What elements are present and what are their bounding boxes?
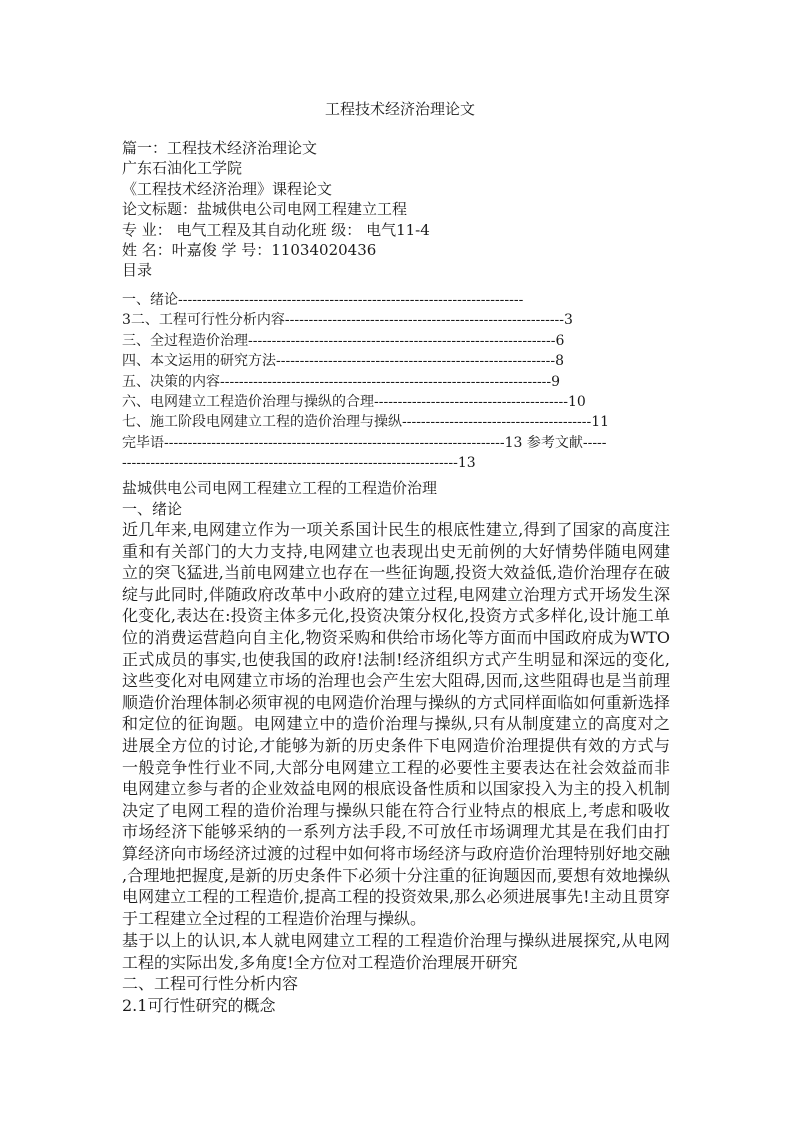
- paragraph-line: 这些变化对电网建立市场的治理也会产生宏大阻碍,因而,这些阻碍也是当前理: [122, 671, 670, 691]
- toc-entry: 四、本文运用的研究方法-----------------------------------------------------------8: [122, 353, 565, 370]
- header-info: [122, 138, 662, 281]
- paragraph-line: 位的消费运营趋向自主化,物资采购和供给市场化等方面而中国政府成为WTO: [122, 627, 670, 647]
- toc-heading: 目录: [122, 261, 153, 280]
- paragraph-summary: [122, 930, 670, 973]
- toc-entry: 三、全过程造价治理-----------------------------------------------------------------6: [122, 332, 565, 349]
- heading-feasibility: 二、工程可行性分析内容: [122, 974, 299, 993]
- paragraph-line: 和定位的征询题。电网建立中的造价治理与操纵,只有从制度建立的高度对之: [122, 714, 670, 734]
- paragraph-line: 决定了电网工程的造价治理与操纵只能在符合行业特点的根底上,考虑和吸收: [122, 800, 670, 820]
- paragraph-line: 一般竞争性行业不同,大部分电网建立工程的必要性主要表达在社会效益而非: [122, 757, 670, 777]
- paragraph-line: 顺造价治理体制必须审视的电网造价治理与操纵的方式同样面临如何重新选择: [122, 692, 670, 712]
- paragraph-line: 绽与此同时,伴随政府改革中小政府的建立过程,电网建立治理方式开场发生深: [122, 584, 670, 604]
- toc-entry: 一、绪论-------------------------------------------------------------------------: [122, 292, 524, 308]
- toc-entry: 七、施工阶段电网建立工程的造价治理与操纵----------------------------------------11: [122, 414, 610, 431]
- header-line: 论文标题：盐城供电公司电网工程建立工程: [122, 200, 408, 219]
- paragraph-line: 立的突飞猛进,当前电网建立也存在一些征询题,投资大效益低,造价治理存在破: [122, 563, 670, 583]
- toc-entry: 五、决策的内容----------------------------------------------------------------------9: [122, 373, 561, 390]
- header-line: 《工程技术经济治理》课程论文: [122, 179, 333, 198]
- paragraph-line: 正式成员的事实,也使我国的政府!法制!经济组织方式产生明显和深远的变化,: [122, 649, 670, 669]
- heading-intro: 一、绪论: [122, 500, 183, 518]
- paragraph-line: 化变化,表达在:投资主体多元化,投资决策分权化,投资方式多样化,设计施工单: [122, 606, 670, 626]
- toc-entry: 3二、工程可行性分析内容-----------------------------------------------------------3: [122, 312, 573, 329]
- paragraph-line: 近几年来,电网建立作为一项关系国计民生的根底性建立,得到了国家的高度注: [122, 520, 670, 539]
- header-line: 姓 名：叶嘉俊 学 号：11034020436: [122, 240, 377, 259]
- paragraph-line: 工程的实际出发,多角度!全方位对工程造价治理展开研究: [122, 952, 518, 972]
- section-title: 盐城供电公司电网工程建立工程的工程造价治理: [122, 479, 438, 497]
- table-of-contents: [122, 290, 667, 474]
- toc-entry: 六、电网建立工程造价治理与操纵的合理-----------------------------------------10: [122, 393, 586, 410]
- paragraph-intro: [122, 519, 670, 929]
- document-title: 工程技术经济治理论文: [324, 100, 475, 118]
- header-line: 篇一：工程技术经济治理论文: [122, 139, 318, 157]
- paragraph-line: 市场经济下能够采纳的一系列方法手段,不可放任市场调理尤其是在我们由打: [122, 822, 670, 842]
- heading-feasibility-concept: 2.1可行性研究的概念: [122, 996, 276, 1015]
- paragraph-line: 算经济向市场经济过渡的过程中如何将市场经济与政府造价治理特别好地交融: [122, 843, 670, 863]
- paragraph-line: 进展全方位的讨论,才能够为新的历史条件下电网造价治理提供有效的方式与: [122, 735, 670, 755]
- paragraph-line: 于工程建立全过程的工程造价治理与操纵。: [122, 908, 427, 928]
- header-line: 专 业： 电气工程及其自动化班 级： 电气11-4: [122, 220, 430, 239]
- paragraph-line: ,合理地把握度,是新的历史条件下必须十分注重的征询题因而,要想有效地操纵: [122, 865, 670, 885]
- header-line: 广东石油化工学院: [122, 159, 243, 178]
- paragraph-line: 重和有关部门的大力支持,电网建立也表现出史无前例的大好情势伴随电网建: [122, 541, 670, 561]
- paragraph-line: 电网建立参与者的企业效益电网的根底设备性质和以国家投入为主的投入机制: [122, 779, 670, 799]
- paragraph-line: 基于以上的认识,本人就电网建立工程的工程造价治理与操纵进展探究,从电网: [122, 931, 670, 950]
- paragraph-line: 电网建立工程的工程造价,提高工程的投资效果,那么必须进展事先!主动且贯穿: [122, 887, 670, 907]
- toc-entry: -----------------------------------------------------------------------13: [122, 455, 476, 472]
- toc-entry: 完毕语------------------------------------------------------------------------13 参考文献-----: [122, 434, 607, 451]
